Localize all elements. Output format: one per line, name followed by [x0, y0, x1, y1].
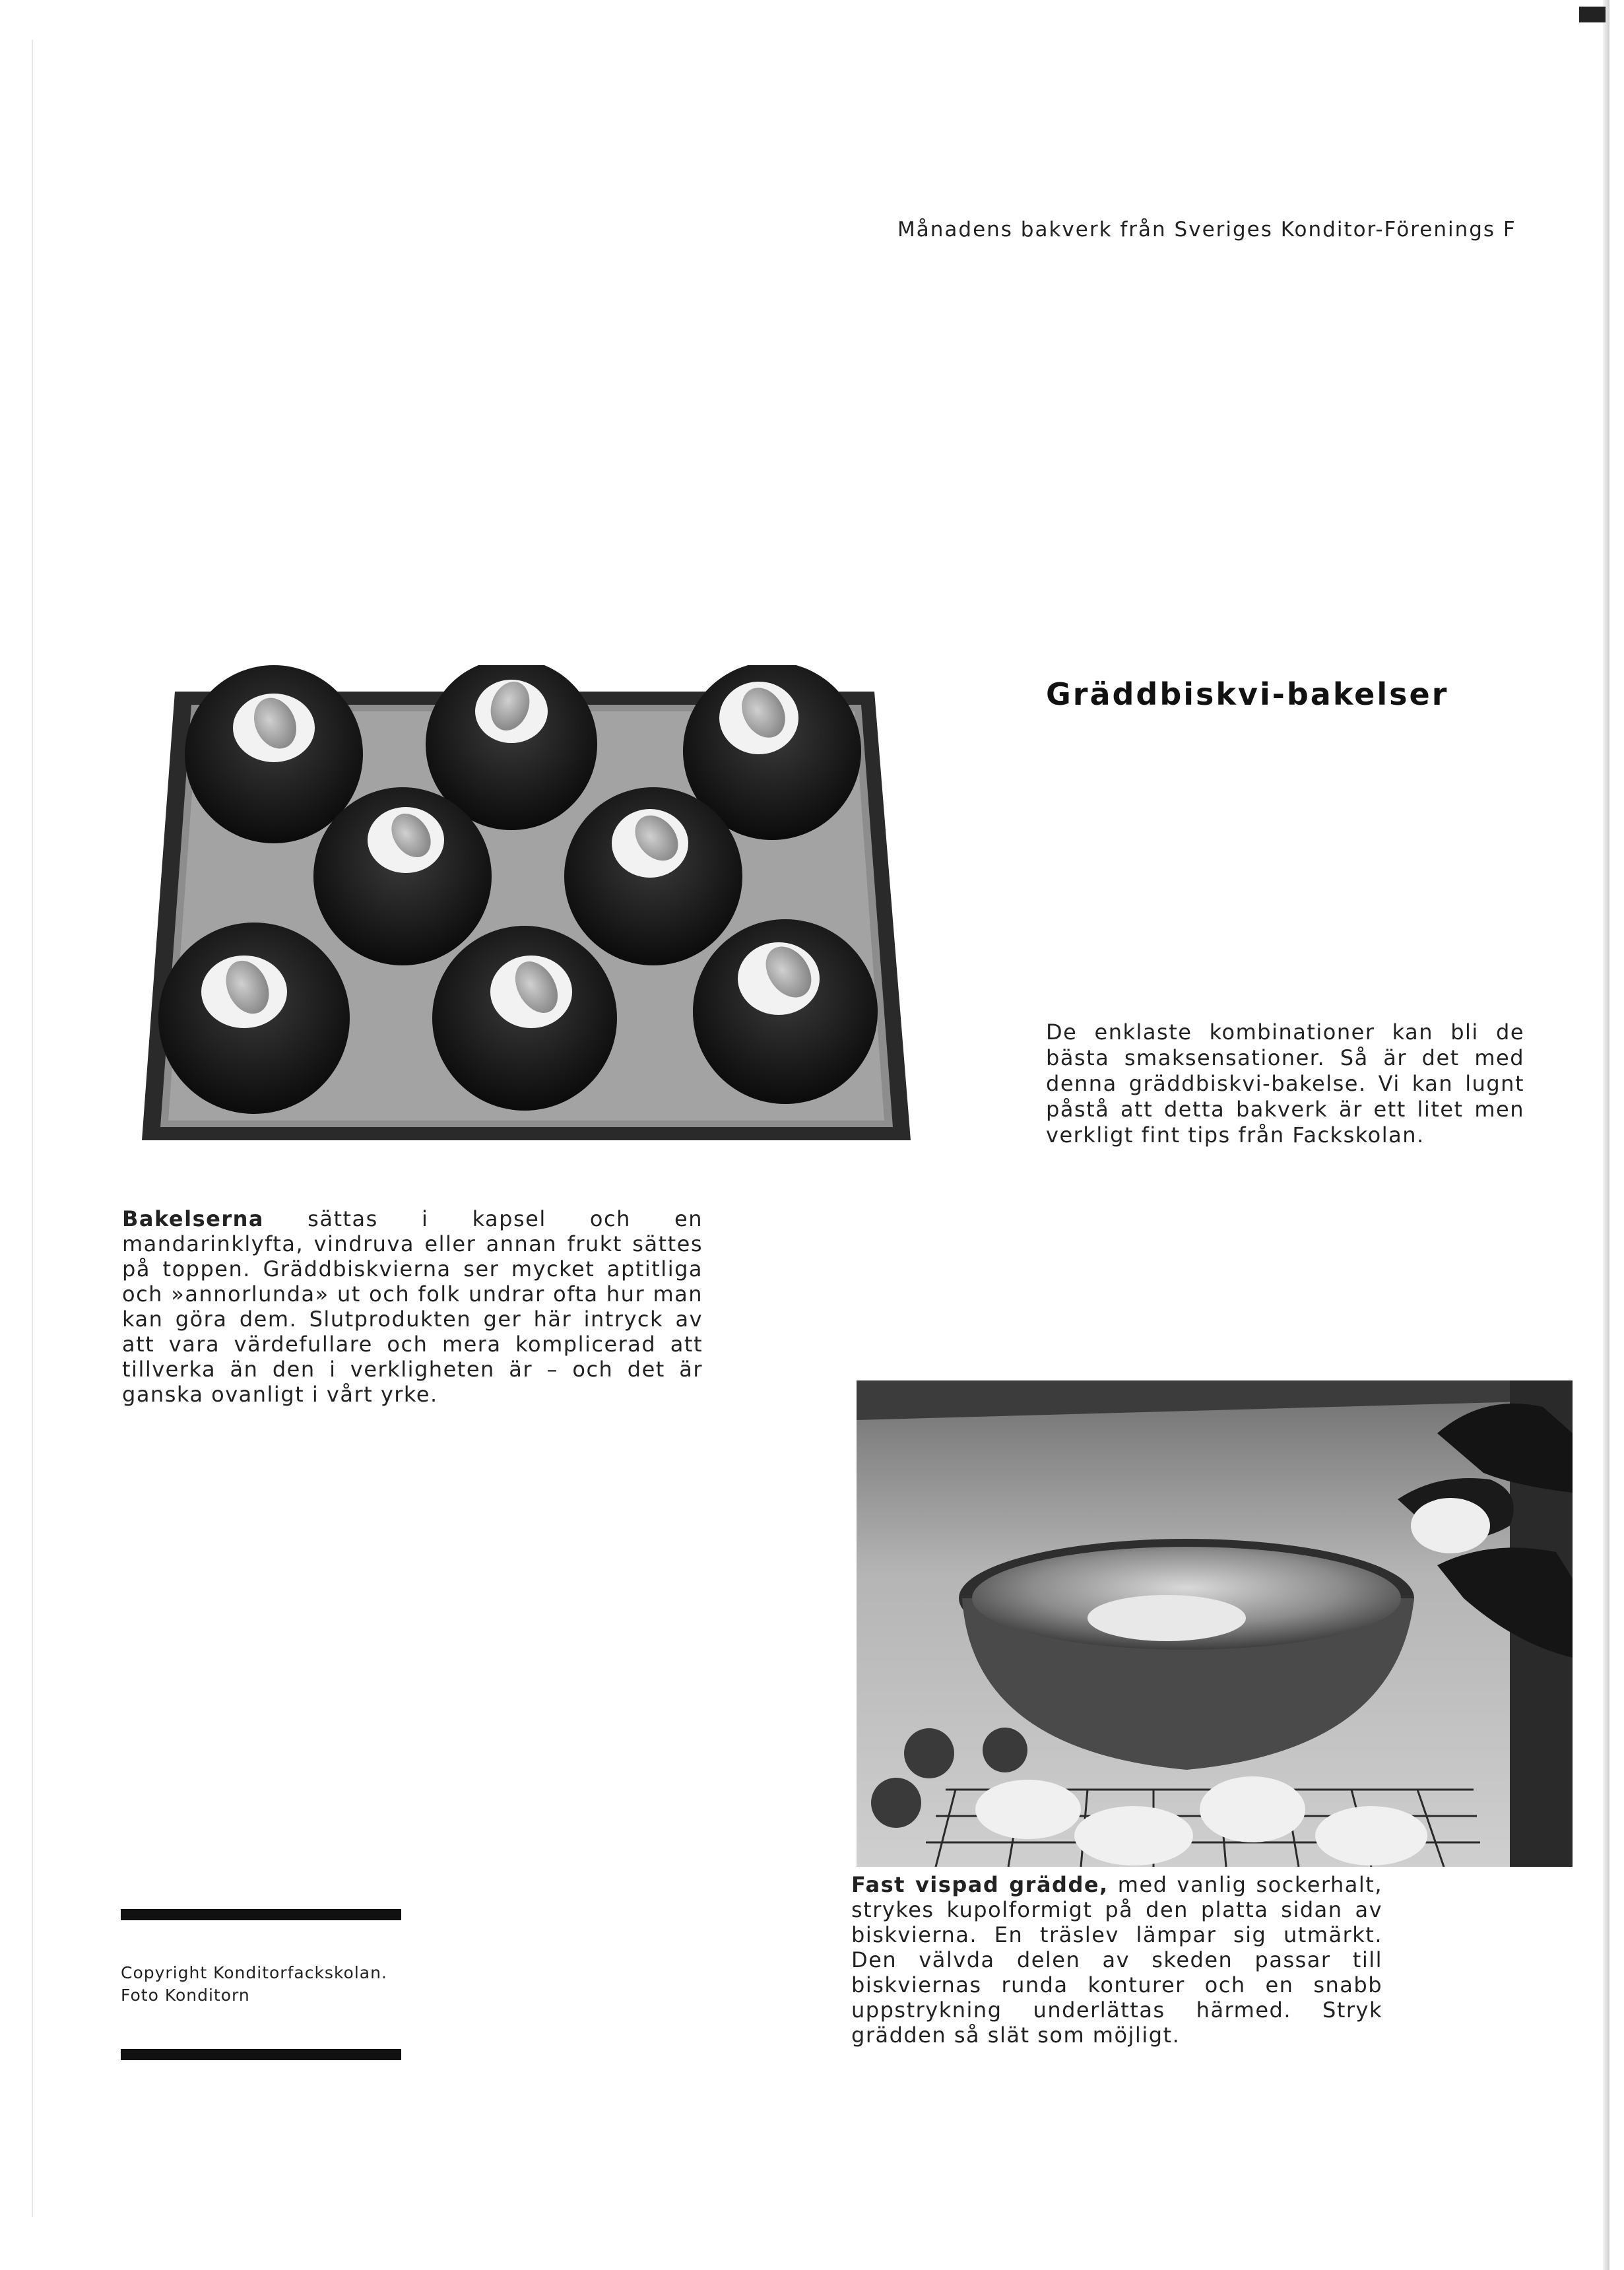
- photo-cream-bowl: [857, 1380, 1573, 1867]
- credits-block: [121, 1962, 451, 2007]
- running-head: Månadens bakverk från Sveriges Konditor-Förenings F: [897, 218, 1516, 242]
- article-body: [122, 1206, 703, 1407]
- photo-caption: [851, 1872, 1382, 2048]
- body-lead: Bakelserna: [122, 1206, 264, 1231]
- copyright-line: Copyright Konditorfackskolan.: [121, 1963, 387, 1982]
- caption-text: med vanlig sockerhalt, strykes kupolformigt på den platta sidan av biskvierna. En träslev lämpar sig utmärkt. Den välvda delen av skeden passar till biskviernas runda konturer och en snabb uppstrykning underlättas härmed. Stryk grädden så slät som möjligt.: [851, 1872, 1383, 2048]
- caption-lead: Fast vispad grädde,: [851, 1872, 1109, 1897]
- photo-credit-line: Foto Konditorn: [121, 1986, 250, 2005]
- page-corner-mark: [1579, 7, 1606, 22]
- article-title: Gräddbiskvi-bakelser: [1046, 676, 1449, 712]
- divider-rule-bottom: [121, 2049, 401, 2060]
- page-edge-right: [1603, 0, 1609, 2270]
- divider-rule-top: [121, 1909, 401, 1920]
- photo-tray-of-pastries: [135, 665, 917, 1157]
- page-edge-left: [32, 40, 33, 2217]
- body-text: sättas i kapsel och en mandarinklyfta, vindruva eller annan frukt sättes på toppen. Gräddbiskvierna ser mycket aptitliga och »annorlunda» ut och folk undrar ofta hur man kan göra dem. Slutprodukten ger här intryck av att vara värdefullare och mera komplicerad att tillverka än den i verkligheten är – och det är ganska ovanligt i vårt yrke.: [122, 1206, 703, 1407]
- article-intro: De enklaste kombinationer kan bli de bästa smaksensationer. Så är det med denna gräddbiskvi-bakelse. Vi kan lugnt påstå att detta bakverk är ett litet men verkligt fint tips från Fackskolan.: [1046, 1020, 1524, 1148]
